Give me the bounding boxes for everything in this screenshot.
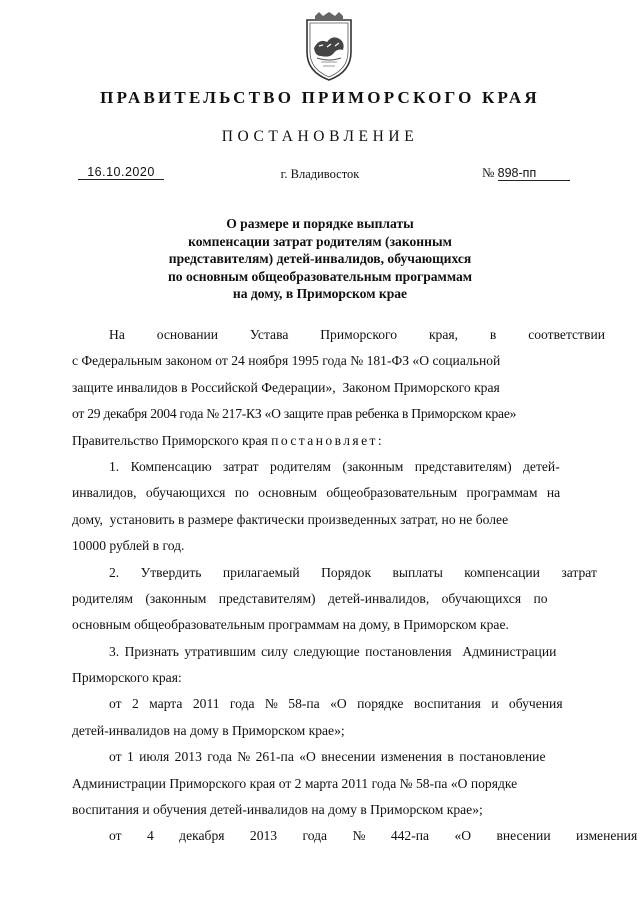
coat-of-arms-emblem	[301, 12, 357, 82]
heading-line: представителям) детей-инвалидов, обучающихся	[168, 251, 472, 267]
document-date: 16.10.2020	[78, 165, 164, 180]
body-line: от 1 июля 2013 года № 261-па «О внесении изменения в постановление	[109, 749, 546, 765]
body-line: Администрации Приморского края от 2 марта 2011 года № 58-па «О порядке	[72, 775, 518, 791]
body-line: 3. Признать утратившим силу следующие постановления Администрации	[109, 643, 557, 659]
body-line: дому, установить в размере фактически произведенных затрат, но не более	[72, 511, 509, 527]
body-line: 10000 рублей в год.	[72, 538, 185, 554]
body-line: Правительство Приморского края постановляет:	[72, 432, 385, 448]
document-heading	[0, 215, 640, 303]
body-line: от 2 марта 2011 года № 58-па «О порядке воспитания и обучения	[109, 696, 563, 712]
heading-line: по основным общеобразовательным программам	[167, 268, 473, 284]
body-line: от 29 декабря 2004 года № 217-КЗ «О защите прав ребенка в Приморском крае»	[72, 406, 517, 422]
body-line: детей-инвалидов на дому в Приморском крае»;	[72, 722, 345, 738]
heading-line: О размере и порядке выплаты	[226, 216, 414, 231]
body-line: Приморского края:	[72, 670, 182, 686]
body-line: инвалидов, обучающихся по основным общеобразовательным программам на	[72, 485, 561, 501]
body-line: от 4 декабря 2013 года № 442-па «О внесении изменения	[109, 828, 638, 844]
document-body	[72, 325, 638, 853]
heading-line: компенсации затрат родителям (законным	[188, 233, 452, 249]
body-line: На основании Устава Приморского края, в соответствии	[109, 327, 605, 342]
body-line: защите инвалидов в Российской Федерации», Законом Приморского края	[72, 379, 500, 395]
number-sign: №	[482, 165, 495, 180]
body-line: с Федеральным законом от 24 ноября 1995 года № 181-ФЗ «О социальной	[72, 353, 501, 369]
body-line: 1. Компенсацию затрат родителям (законным представителям) детей-	[109, 458, 560, 474]
heading-line: на дому, в Приморском крае	[232, 286, 408, 302]
body-line: 2. Утвердить прилагаемый Порядок выплаты компенсации затрат	[109, 564, 597, 580]
primorsky-krai-coat-of-arms-icon	[301, 12, 357, 82]
document-type: ПОСТАНОВЛЕНИЕ	[221, 128, 419, 145]
number-value: 898-пп	[498, 166, 570, 181]
body-line: основным общеобразовательным программам на дому, в Приморском крае.	[72, 617, 509, 633]
body-line: воспитания и обучения детей-инвалидов на дому в Приморском крае»;	[72, 802, 483, 818]
government-name: ПРАВИТЕЛЬСТВО ПРИМОРСКОГО КРАЯ	[100, 88, 540, 107]
body-line: родителям (законным представителям) детей-инвалидов, обучающихся по	[72, 590, 548, 606]
document-city: г. Владивосток	[280, 167, 360, 181]
document-number	[482, 165, 570, 181]
